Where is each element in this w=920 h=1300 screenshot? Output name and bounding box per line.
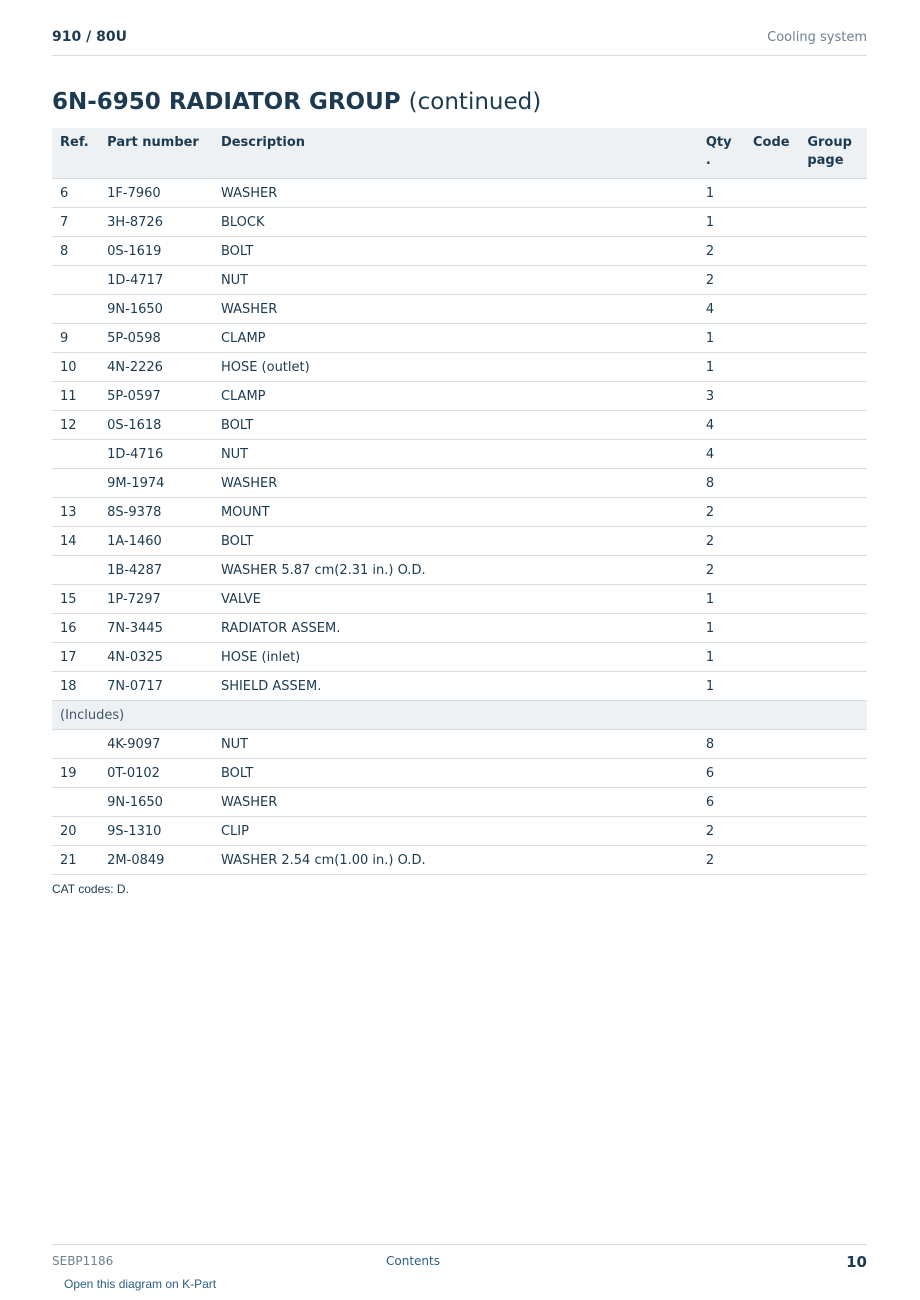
group-page-cell — [799, 527, 867, 556]
ref-cell — [52, 266, 99, 295]
ref-cell: 13 — [52, 498, 99, 527]
table-row — [52, 179, 867, 208]
part-number-cell: 8S-9378 — [99, 498, 213, 527]
ref-cell — [52, 788, 99, 817]
qty-cell: 2 — [698, 817, 745, 846]
table-row — [52, 440, 867, 469]
group-page-cell — [799, 817, 867, 846]
code-cell — [745, 759, 799, 788]
code-cell — [745, 643, 799, 672]
qty-cell: 1 — [698, 614, 745, 643]
description-cell: BOLT — [213, 527, 698, 556]
table-row — [52, 614, 867, 643]
ref-cell: 6 — [52, 179, 99, 208]
part-number-cell: 7N-0717 — [99, 672, 213, 701]
group-page-cell — [799, 585, 867, 614]
table-row — [52, 266, 867, 295]
part-number-cell: 9M-1974 — [99, 469, 213, 498]
table-row — [52, 672, 867, 701]
part-number-cell: 1B-4287 — [99, 556, 213, 585]
ref-cell: 12 — [52, 411, 99, 440]
code-cell — [745, 788, 799, 817]
part-number-cell: 1D-4716 — [99, 440, 213, 469]
group-page-cell — [799, 672, 867, 701]
part-number-cell: 0T-0102 — [99, 759, 213, 788]
part-number-cell: 5P-0598 — [99, 324, 213, 353]
qty-cell: 3 — [698, 382, 745, 411]
parts-table — [52, 128, 867, 875]
part-number-cell: 0S-1619 — [99, 237, 213, 266]
code-cell — [745, 353, 799, 382]
description-cell: NUT — [213, 730, 698, 759]
description-cell: MOUNT — [213, 498, 698, 527]
qty-cell: 8 — [698, 469, 745, 498]
part-number-cell: 2M-0849 — [99, 846, 213, 875]
ref-cell: 9 — [52, 324, 99, 353]
col-header-qty: Qty . — [698, 128, 745, 179]
group-page-cell — [799, 846, 867, 875]
code-cell — [745, 179, 799, 208]
cat-codes: CAT codes: D. — [52, 882, 129, 896]
title-continued: (continued) — [408, 89, 542, 115]
code-cell — [745, 846, 799, 875]
table-row — [52, 527, 867, 556]
part-number-cell: 5P-0597 — [99, 382, 213, 411]
code-cell — [745, 585, 799, 614]
qty-cell: 1 — [698, 353, 745, 382]
description-cell: BOLT — [213, 759, 698, 788]
code-cell — [745, 295, 799, 324]
description-cell: CLAMP — [213, 324, 698, 353]
code-cell — [745, 237, 799, 266]
description-cell: WASHER — [213, 179, 698, 208]
table-header-row — [52, 128, 867, 179]
col-header-part-number: Part number — [99, 128, 213, 179]
ref-cell — [52, 295, 99, 324]
qty-cell: 1 — [698, 672, 745, 701]
description-cell: BOLT — [213, 237, 698, 266]
code-cell — [745, 440, 799, 469]
group-page-cell — [799, 498, 867, 527]
qty-cell: 2 — [698, 266, 745, 295]
col-header-ref: Ref. — [52, 128, 99, 179]
table-row — [52, 759, 867, 788]
code-cell — [745, 556, 799, 585]
qty-cell: 2 — [698, 556, 745, 585]
table-row — [52, 324, 867, 353]
part-number-cell: 4K-9097 — [99, 730, 213, 759]
contents-link[interactable]: Contents — [386, 1254, 440, 1268]
qty-cell: 4 — [698, 295, 745, 324]
qty-cell: 4 — [698, 411, 745, 440]
group-page-cell — [799, 469, 867, 498]
ref-cell: 18 — [52, 672, 99, 701]
qty-cell: 2 — [698, 498, 745, 527]
ref-cell: 16 — [52, 614, 99, 643]
description-cell: NUT — [213, 266, 698, 295]
ref-cell — [52, 469, 99, 498]
code-cell — [745, 614, 799, 643]
table-row — [52, 498, 867, 527]
qty-cell: 6 — [698, 759, 745, 788]
kpart-diagram-link[interactable]: Open this diagram on K-Part — [64, 1277, 217, 1291]
table-row — [52, 643, 867, 672]
description-cell: BLOCK — [213, 208, 698, 237]
table-row — [52, 295, 867, 324]
qty-cell: 1 — [698, 179, 745, 208]
group-page-cell — [799, 759, 867, 788]
qty-cell: 2 — [698, 846, 745, 875]
group-page-cell — [799, 643, 867, 672]
code-cell — [745, 266, 799, 295]
code-cell — [745, 672, 799, 701]
ref-cell: 20 — [52, 817, 99, 846]
ref-cell: 10 — [52, 353, 99, 382]
part-number-cell: 1P-7297 — [99, 585, 213, 614]
description-cell: BOLT — [213, 411, 698, 440]
ref-cell: 8 — [52, 237, 99, 266]
code-cell — [745, 469, 799, 498]
code-cell — [745, 730, 799, 759]
table-row — [52, 469, 867, 498]
col-header-code: Code — [745, 128, 799, 179]
qty-cell: 1 — [698, 585, 745, 614]
description-cell: HOSE (inlet) — [213, 643, 698, 672]
table-row — [52, 788, 867, 817]
col-header-description: Description — [213, 128, 698, 179]
code-cell — [745, 498, 799, 527]
part-number-cell: 1D-4717 — [99, 266, 213, 295]
description-cell: WASHER 5.87 cm(2.31 in.) O.D. — [213, 556, 698, 585]
qty-cell: 2 — [698, 527, 745, 556]
group-title: 6N-6950 RADIATOR GROUP — [52, 89, 401, 115]
part-number-cell: 4N-2226 — [99, 353, 213, 382]
group-page-cell — [799, 556, 867, 585]
code-cell — [745, 817, 799, 846]
table-row — [52, 817, 867, 846]
group-page-cell — [799, 324, 867, 353]
group-page-cell — [799, 614, 867, 643]
table-body — [52, 179, 867, 875]
part-number-cell: 9S-1310 — [99, 817, 213, 846]
part-number-cell: 9N-1650 — [99, 295, 213, 324]
qty-cell: 2 — [698, 237, 745, 266]
group-page-cell — [799, 411, 867, 440]
description-cell: RADIATOR ASSEM. — [213, 614, 698, 643]
section-name: Cooling system — [767, 30, 867, 45]
part-number-cell: 1F-7960 — [99, 179, 213, 208]
ref-cell: 11 — [52, 382, 99, 411]
qty-cell: 1 — [698, 643, 745, 672]
group-page-cell — [799, 208, 867, 237]
page-title — [52, 89, 541, 115]
group-page-cell — [799, 179, 867, 208]
qty-cell: 6 — [698, 788, 745, 817]
description-cell: WASHER — [213, 788, 698, 817]
table-row — [52, 208, 867, 237]
part-number-cell: 0S-1618 — [99, 411, 213, 440]
ref-cell — [52, 730, 99, 759]
group-page-cell — [799, 295, 867, 324]
description-cell: SHIELD ASSEM. — [213, 672, 698, 701]
description-cell: WASHER 2.54 cm(1.00 in.) O.D. — [213, 846, 698, 875]
ref-cell: 7 — [52, 208, 99, 237]
group-page-cell — [799, 730, 867, 759]
description-cell: WASHER — [213, 469, 698, 498]
description-cell: VALVE — [213, 585, 698, 614]
machine-model: 910 / 80U — [52, 29, 127, 45]
group-page-cell — [799, 353, 867, 382]
page-number: 10 — [846, 1253, 867, 1271]
part-number-cell: 3H-8726 — [99, 208, 213, 237]
ref-cell: 17 — [52, 643, 99, 672]
table-row — [52, 382, 867, 411]
table-row — [52, 411, 867, 440]
part-number-cell: 7N-3445 — [99, 614, 213, 643]
description-cell: CLAMP — [213, 382, 698, 411]
code-cell — [745, 527, 799, 556]
table-row — [52, 846, 867, 875]
note-cell: (Includes) — [52, 701, 867, 730]
description-cell: HOSE (outlet) — [213, 353, 698, 382]
table-note-row — [52, 701, 867, 730]
table-row — [52, 730, 867, 759]
description-cell: WASHER — [213, 295, 698, 324]
part-number-cell: 4N-0325 — [99, 643, 213, 672]
page-header — [52, 28, 867, 56]
group-page-cell — [799, 237, 867, 266]
qty-cell: 4 — [698, 440, 745, 469]
ref-cell: 21 — [52, 846, 99, 875]
qty-cell: 1 — [698, 324, 745, 353]
table-row — [52, 556, 867, 585]
code-cell — [745, 324, 799, 353]
ref-cell: 14 — [52, 527, 99, 556]
part-number-cell: 9N-1650 — [99, 788, 213, 817]
table-row — [52, 585, 867, 614]
table-row — [52, 353, 867, 382]
col-header-group-page: Group page — [799, 128, 867, 179]
document-id: SEBP1186 — [52, 1254, 114, 1268]
ref-cell: 19 — [52, 759, 99, 788]
description-cell: CLIP — [213, 817, 698, 846]
code-cell — [745, 411, 799, 440]
description-cell: NUT — [213, 440, 698, 469]
group-page-cell — [799, 266, 867, 295]
ref-cell — [52, 440, 99, 469]
code-cell — [745, 208, 799, 237]
group-page-cell — [799, 382, 867, 411]
table-row — [52, 237, 867, 266]
qty-cell: 8 — [698, 730, 745, 759]
code-cell — [745, 382, 799, 411]
group-page-cell — [799, 788, 867, 817]
ref-cell: 15 — [52, 585, 99, 614]
ref-cell — [52, 556, 99, 585]
qty-cell: 1 — [698, 208, 745, 237]
group-page-cell — [799, 440, 867, 469]
part-number-cell: 1A-1460 — [99, 527, 213, 556]
page-footer — [52, 1244, 867, 1275]
